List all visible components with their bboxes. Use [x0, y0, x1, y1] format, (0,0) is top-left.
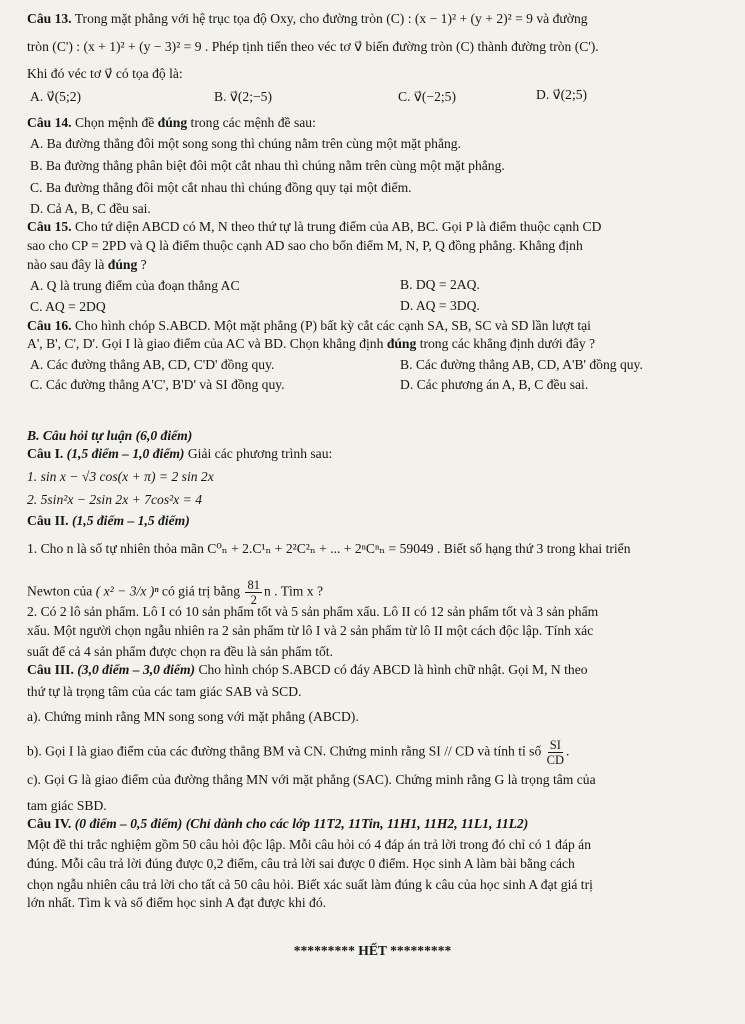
cau-1-heading: Câu I. (1,5 điểm – 1,0 điểm) Giải các phương trình sau:	[27, 446, 333, 461]
part-b-title: B. Câu hỏi tự luận (6,0 điểm)	[27, 428, 193, 443]
cau-3-line2: thứ tự là trọng tâm của các tam giác SAB và SCD.	[27, 684, 302, 699]
q15-line3: nào sau đây là đúng ?	[27, 257, 147, 272]
cau-4-line1: Một đề thi trắc nghiệm gồm 50 câu hỏi độc lập. Mỗi câu hỏi có 4 đáp án trả lời trong đó chỉ có 1 đáp án	[27, 837, 592, 852]
q14-option-c: C. Ba đường thẳng đôi một cắt nhau thì chúng đồng quy tại một điểm.	[30, 180, 412, 195]
q16-option-a: A. Các đường thẳng AB, CD, C'D' đồng quy.	[30, 357, 275, 372]
q13-option-d: D. v⃗(2;5)	[536, 87, 588, 102]
q13-line3: Khi đó véc tơ v⃗ có tọa độ là:	[27, 66, 183, 81]
q13-line1: Câu 13. Trong mặt phẳng với hệ trục tọa độ Oxy, cho đường tròn (C) : (x − 1)² + (y + 2)² = 9 và đường	[27, 11, 588, 26]
q14-option-a: A. Ba đường thẳng đôi một song song thì chúng nằm trên cùng một mặt phẳng.	[30, 136, 462, 151]
q15-line1: Câu 15. Cho tứ diện ABCD có M, N theo thứ tự là trung điểm của AB, BC. Gọi P là điểm thuộc cạnh CD	[27, 219, 602, 234]
cau-4-line2: đúng. Mỗi câu trả lời đúng được 0,2 điểm, câu trả lời sai được 0 điểm. Học sinh A làm bài bằng cách	[27, 856, 575, 871]
cau-3-b: b). Gọi I là giao điểm của các đường thẳng BM và CN. Chứng minh rằng SI // CD và tính tỉ số $\frac{SI}{CD}$ .	[27, 738, 570, 767]
fraction-81-2: $\frac{81}{2}$	[247, 578, 260, 607]
q15-option-d: D. AQ = 3DQ.	[400, 298, 480, 313]
cau-1-eq2: 2. 5sin²x − 2sin 2x + 7cos²x = 4	[27, 492, 202, 507]
end-marker: ********* HẾT *********	[293, 943, 452, 958]
q13-option-a: A. v⃗(5;2)	[30, 89, 82, 104]
q14-stem: Câu 14. Chọn mệnh đề đúng trong các mệnh đề sau:	[27, 115, 316, 130]
cau-2-2-line1: 2. Có 2 lô sản phẩm. Lô I có 10 sản phẩm tốt và 5 sản phẩm xấu. Lô II có 12 sản phẩm tốt và 3 sản phẩm	[27, 604, 599, 619]
q16-option-c: C. Các đường thẳng A'C', B'D' và SI đồng quy.	[30, 377, 285, 392]
cau-1-eq1: 1. sin x − √3 cos(x + π) = 2 sin 2x	[27, 469, 214, 484]
q15-option-b: B. DQ = 2AQ.	[400, 277, 480, 292]
q13-option-b: B. v⃗(2;−5)	[214, 89, 272, 104]
q15-option-c: C. AQ = 2DQ	[30, 299, 106, 314]
cau-2-1-line1: 1. Cho n là số tự nhiên thỏa mãn C⁰ₙ + 2.C¹ₙ + 2²C²ₙ + ... + 2ⁿCⁿₙ = 59049 . Biết số hạng thứ 3 trong khai triển	[27, 541, 631, 556]
cau-4-heading: Câu IV. (0 điểm – 0,5 điểm) (Chỉ dành cho các lớp 11T2, 11Tin, 11H1, 11H2, 11L1, 11L2)	[27, 816, 529, 831]
q16-option-d: D. Các phương án A, B, C đều sai.	[400, 377, 589, 392]
q15-line2: sao cho CP = 2PD và Q là điểm thuộc cạnh AD sao cho bốn điểm M, N, P, Q đồng phẳng. Khẳng định	[27, 238, 583, 253]
cau-2-1-line2: Newton của ( x² − 3/x )ⁿ có giá trị bằng $\frac{81}{2}$ n . Tìm x ?	[27, 578, 323, 607]
cau-3-a: a). Chứng minh rằng MN song song với mặt phẳng (ABCD).	[27, 709, 359, 724]
cau-2-heading: Câu II. (1,5 điểm – 1,5 điểm)	[27, 513, 190, 528]
q14-option-b: B. Ba đường thẳng phân biệt đôi một cắt nhau thì chúng nằm trên cùng một mặt phẳng.	[30, 158, 505, 173]
q16-option-b: B. Các đường thẳng AB, CD, A'B' đồng quy.	[400, 357, 643, 372]
q16-line2: A', B', C', D'. Gọi I là giao điểm của AC và BD. Chọn khẳng định đúng trong các khẳng định dưới đây ?	[27, 336, 596, 351]
cau-3-c-line1: c). Gọi G là giao điểm của đường thẳng MN với mặt phẳng (SAC). Chứng minh rằng G là trọng tâm của	[27, 772, 596, 787]
cau-4-line3: chọn ngẫu nhiên câu trả lời cho tất cả 50 câu hỏi. Biết xác suất làm đúng k câu của học sinh A đạt giá trị	[27, 877, 593, 892]
q15-option-a: A. Q là trung điểm của đoạn thẳng AC	[30, 278, 240, 293]
cau-3-line1: Câu III. (3,0 điểm – 3,0 điểm) Cho hình chóp S.ABCD có đáy ABCD là hình chữ nhật. Gọi M, N theo	[27, 662, 588, 677]
q14-option-d: D. Cả A, B, C đều sai.	[30, 201, 151, 216]
cau-3-c-line2: tam giác SBD.	[27, 798, 107, 813]
cau-2-2-line3: suất để cả 4 sản phẩm được chọn ra đều là sản phẩm tốt.	[27, 644, 333, 659]
cau-4-line4: lớn nhất. Tìm k và số điểm học sinh A đạt được khi đó.	[27, 895, 327, 910]
q16-line1: Câu 16. Cho hình chóp S.ABCD. Một mặt phẳng (P) bất kỳ cắt các cạnh SA, SB, SC và SD lần lượt tại	[27, 318, 591, 333]
q13-line2: tròn (C') : (x + 1)² + (y − 3)² = 9 . Phép tịnh tiến theo véc tơ v⃗ biến đường tròn (C) thành đường tròn (C').	[27, 39, 599, 54]
q13-option-c: C. v⃗(−2;5)	[398, 89, 456, 104]
cau-2-2-line2: xấu. Một người chọn ngẫu nhiên ra 2 sản phẩm từ lô I và 2 sản phẩm từ lô II một cách độc lập. Tính xác	[27, 623, 594, 638]
fraction-si-cd: $\frac{SI}{CD}$	[546, 738, 565, 767]
